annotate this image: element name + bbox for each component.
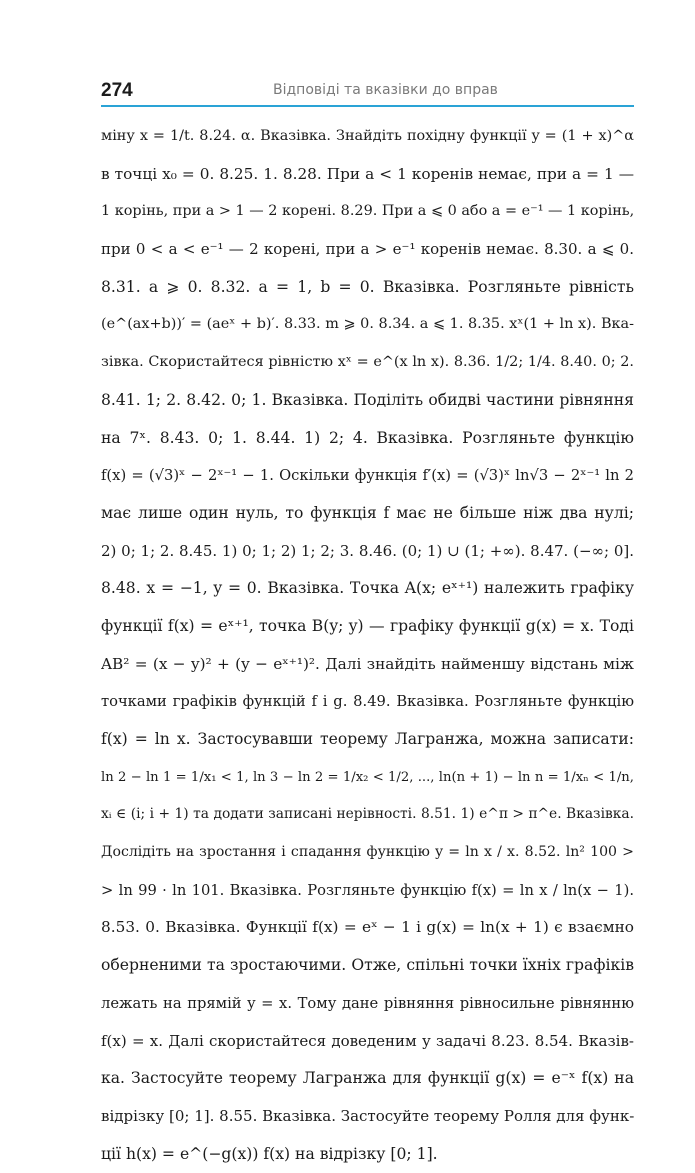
text-line: зівка. Скористайтеся рівністю xˣ = e^(x ln x). 8.36. 1/2; 1/4. 8.40. 0; 2. <box>101 354 634 371</box>
text-line: (e^(ax+b))′ = (aeˣ + b)′. 8.33. m ⩾ 0. 8.34. a ⩽ 1. 8.35. xˣ(1 + ln x). Вка- <box>101 316 634 333</box>
header-rule <box>101 105 634 107</box>
text-line: xᵢ ∈ (i; i + 1) та додати записані нерівності. 8.51. 1) e^π > π^e. Вказівка. <box>101 806 634 823</box>
page-header <box>101 78 634 108</box>
text-line: 1 корінь, при a > 1 — 2 корені. 8.29. При a ⩽ 0 або a = e⁻¹ — 1 корінь, <box>101 203 634 220</box>
text-line: > ln 99 · ln 101. Вказівка. Розгляньте функцію f(x) = ln x / ln(x − 1). <box>101 881 634 899</box>
answers-text <box>101 118 634 1173</box>
text-line: точками графіків функцій f і g. 8.49. Вказівка. Розгляньте функцію <box>101 693 634 711</box>
text-line: має лише один нуль, то функція f має не більше ніж два нулі; <box>101 503 634 522</box>
text-line: функції f(x) = eˣ⁺¹, точка B(y; y) — графіку функції g(x) = x. Тоді <box>101 616 634 635</box>
running-title: Відповіді та вказівки до вправ <box>273 82 498 98</box>
text-line: f(x) = (√3)ˣ − 2ˣ⁻¹ − 1. Оскільки функція f′(x) = (√3)ˣ ln√3 − 2ˣ⁻¹ ln 2 <box>101 467 634 485</box>
text-line: AB² = (x − y)² + (y − eˣ⁺¹)². Далі знайдіть найменшу відстань між <box>101 654 634 673</box>
page-number: 274 <box>101 80 133 101</box>
text-line: f(x) = ln x. Застосувавши теорему Лагранжа, можна записати: <box>101 730 634 748</box>
text-line: 8.31. a ⩾ 0. 8.32. a = 1, b = 0. Вказівка. Розгляньте рівність <box>101 277 634 296</box>
text-line: f(x) = x. Далі скористайтеся доведеним у задачі 8.23. 8.54. Вказів- <box>101 1031 634 1050</box>
text-line: 2) 0; 1; 2. 8.45. 1) 0; 1; 2) 1; 2; 3. 8.46. (0; 1) ∪ (1; +∞). 8.47. (−∞; 0]. <box>101 541 634 560</box>
text-line: 8.48. x = −1, y = 0. Вказівка. Точка A(x; eˣ⁺¹) належить графіку <box>101 579 634 598</box>
text-line: ln 2 − ln 1 = 1/x₁ < 1, ln 3 − ln 2 = 1/x₂ < 1/2, ..., ln(n + 1) − ln n = 1/xₙ < 1/n, <box>101 769 634 785</box>
text-line: міну x = 1/t. 8.24. α. Вказівка. Знайдіть похідну функції y = (1 + x)^α <box>101 128 634 144</box>
text-line: ції h(x) = e^(−g(x)) f(x) на відрізку [0; 1]. <box>101 1144 438 1163</box>
text-line: в точці x₀ = 0. 8.25. 1. 8.28. При a < 1 коренів немає, при a = 1 — <box>101 164 634 183</box>
text-line: на 7ˣ. 8.43. 0; 1. 8.44. 1) 2; 4. Вказівка. Розгляньте функцію <box>101 428 634 447</box>
text-line: відрізку [0; 1]. 8.55. Вказівка. Застосуйте теорему Ролля для функ- <box>101 1106 634 1125</box>
text-line: Дослідіть на зростання і спадання функцію y = ln x / x. 8.52. ln² 100 > <box>101 844 634 861</box>
text-line: лежать на прямій y = x. Тому дане рівняння рівносильне рівнянню <box>101 994 634 1012</box>
text-line: 8.41. 1; 2. 8.42. 0; 1. Вказівка. Поділіть обидві частини рівняння <box>101 390 634 409</box>
text-line: оберненими та зростаючими. Отже, спільні точки їхніх графіків <box>101 956 634 975</box>
text-line: при 0 < a < e⁻¹ — 2 корені, при a > e⁻¹ коренів немає. 8.30. a ⩽ 0. <box>101 240 634 259</box>
text-line: 8.53. 0. Вказівка. Функції f(x) = eˣ − 1 і g(x) = ln(x + 1) є взаємно <box>101 918 634 937</box>
text-line: ка. Застосуйте теорему Лагранжа для функції g(x) = e⁻ˣ f(x) на <box>101 1069 634 1088</box>
